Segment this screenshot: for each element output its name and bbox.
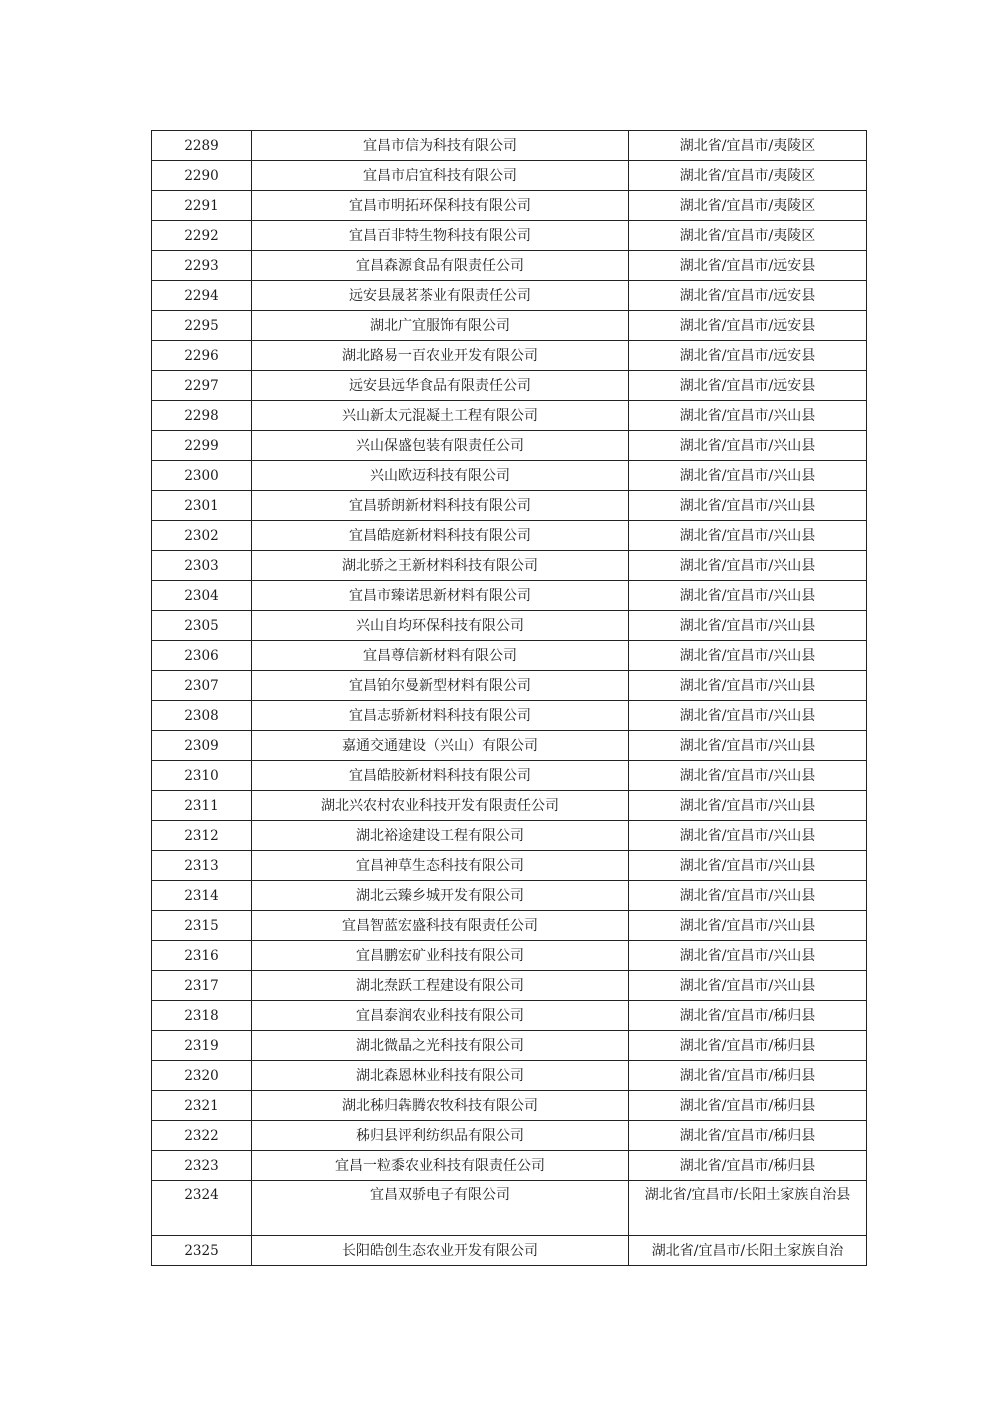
table-row	[152, 851, 867, 881]
company-name: 宜昌泰润农业科技有限公司	[252, 1001, 629, 1031]
row-number: 2317	[152, 971, 252, 1001]
company-name: 湖北骄之王新材料科技有限公司	[252, 551, 629, 581]
company-name: 湖北路易一百农业开发有限公司	[252, 341, 629, 371]
row-number: 2299	[152, 431, 252, 461]
region: 湖北省/宜昌市/秭归县	[629, 1061, 867, 1091]
company-name: 宜昌骄朗新材料科技有限公司	[252, 491, 629, 521]
table-row	[152, 731, 867, 761]
region: 湖北省/宜昌市/兴山县	[629, 911, 867, 941]
region: 湖北省/宜昌市/兴山县	[629, 791, 867, 821]
row-number: 2303	[152, 551, 252, 581]
company-name: 兴山新太元混凝土工程有限公司	[252, 401, 629, 431]
region: 湖北省/宜昌市/兴山县	[629, 551, 867, 581]
table-row	[152, 221, 867, 251]
region: 湖北省/宜昌市/远安县	[629, 371, 867, 401]
table-row	[152, 1236, 867, 1266]
region: 湖北省/宜昌市/兴山县	[629, 971, 867, 1001]
company-name: 宜昌鹏宏矿业科技有限公司	[252, 941, 629, 971]
company-name: 宜昌百非特生物科技有限公司	[252, 221, 629, 251]
row-number: 2301	[152, 491, 252, 521]
company-name: 湖北森恩林业科技有限公司	[252, 1061, 629, 1091]
table-row	[152, 401, 867, 431]
region: 湖北省/宜昌市/兴山县	[629, 401, 867, 431]
row-number: 2297	[152, 371, 252, 401]
row-number: 2325	[152, 1236, 252, 1266]
region: 湖北省/宜昌市/兴山县	[629, 671, 867, 701]
row-number: 2302	[152, 521, 252, 551]
region: 湖北省/宜昌市/兴山县	[629, 821, 867, 851]
table-row	[152, 1061, 867, 1091]
company-name: 嘉通交通建设（兴山）有限公司	[252, 731, 629, 761]
table-row	[152, 491, 867, 521]
company-name: 远安县晟茗茶业有限责任公司	[252, 281, 629, 311]
company-name: 远安县远华食品有限责任公司	[252, 371, 629, 401]
table-row	[152, 761, 867, 791]
table-row	[152, 1121, 867, 1151]
table-body	[152, 131, 867, 1266]
table-row	[152, 791, 867, 821]
row-number: 2300	[152, 461, 252, 491]
company-name: 宜昌铂尔曼新型材料有限公司	[252, 671, 629, 701]
region: 湖北省/宜昌市/秭归县	[629, 1001, 867, 1031]
region: 湖北省/宜昌市/兴山县	[629, 731, 867, 761]
row-number: 2324	[152, 1181, 252, 1236]
row-number: 2304	[152, 581, 252, 611]
table-row	[152, 971, 867, 1001]
company-name: 宜昌一粒黍农业科技有限责任公司	[252, 1151, 629, 1181]
region: 湖北省/宜昌市/兴山县	[629, 761, 867, 791]
region: 湖北省/宜昌市/夷陵区	[629, 131, 867, 161]
table-row	[152, 311, 867, 341]
table-row	[152, 821, 867, 851]
table-row	[152, 191, 867, 221]
table-row	[152, 1031, 867, 1061]
region: 湖北省/宜昌市/夷陵区	[629, 191, 867, 221]
region: 湖北省/宜昌市/兴山县	[629, 521, 867, 551]
row-number: 2306	[152, 641, 252, 671]
company-name: 兴山保盛包装有限责任公司	[252, 431, 629, 461]
region: 湖北省/宜昌市/兴山县	[629, 941, 867, 971]
row-number: 2321	[152, 1091, 252, 1121]
row-number: 2291	[152, 191, 252, 221]
company-name: 湖北微晶之光科技有限公司	[252, 1031, 629, 1061]
company-name: 长阳皓创生态农业开发有限公司	[252, 1236, 629, 1266]
company-name: 宜昌市信为科技有限公司	[252, 131, 629, 161]
row-number: 2312	[152, 821, 252, 851]
row-number: 2289	[152, 131, 252, 161]
region: 湖北省/宜昌市/远安县	[629, 311, 867, 341]
row-number: 2308	[152, 701, 252, 731]
region: 湖北省/宜昌市/秭归县	[629, 1121, 867, 1151]
region: 湖北省/宜昌市/远安县	[629, 341, 867, 371]
region: 湖北省/宜昌市/兴山县	[629, 581, 867, 611]
company-name: 宜昌皓胶新材料科技有限公司	[252, 761, 629, 791]
region: 湖北省/宜昌市/远安县	[629, 281, 867, 311]
row-number: 2298	[152, 401, 252, 431]
row-number: 2319	[152, 1031, 252, 1061]
row-number: 2323	[152, 1151, 252, 1181]
row-number: 2310	[152, 761, 252, 791]
table-row	[152, 161, 867, 191]
region: 湖北省/宜昌市/兴山县	[629, 851, 867, 881]
table-row	[152, 251, 867, 281]
region: 湖北省/宜昌市/兴山县	[629, 701, 867, 731]
company-name: 宜昌志骄新材料科技有限公司	[252, 701, 629, 731]
table-row	[152, 641, 867, 671]
region: 湖北省/宜昌市/长阳土家族自治县	[629, 1181, 867, 1236]
row-number: 2292	[152, 221, 252, 251]
row-number: 2290	[152, 161, 252, 191]
region: 湖北省/宜昌市/兴山县	[629, 641, 867, 671]
table-row	[152, 341, 867, 371]
table-row	[152, 461, 867, 491]
table-row	[152, 431, 867, 461]
region: 湖北省/宜昌市/兴山县	[629, 431, 867, 461]
company-name: 宜昌市臻诺思新材料有限公司	[252, 581, 629, 611]
region: 湖北省/宜昌市/兴山县	[629, 491, 867, 521]
company-name: 湖北秭归犇腾农牧科技有限公司	[252, 1091, 629, 1121]
company-name: 兴山欧迈科技有限公司	[252, 461, 629, 491]
row-number: 2296	[152, 341, 252, 371]
row-number: 2314	[152, 881, 252, 911]
company-name: 宜昌尊信新材料有限公司	[252, 641, 629, 671]
table-row	[152, 671, 867, 701]
region: 湖北省/宜昌市/秭归县	[629, 1031, 867, 1061]
company-name: 兴山自均环保科技有限公司	[252, 611, 629, 641]
row-number: 2294	[152, 281, 252, 311]
table-row	[152, 1091, 867, 1121]
table-row	[152, 701, 867, 731]
region: 湖北省/宜昌市/夷陵区	[629, 161, 867, 191]
table-row	[152, 131, 867, 161]
table-row	[152, 551, 867, 581]
enterprise-table	[151, 130, 867, 1266]
region: 湖北省/宜昌市/兴山县	[629, 611, 867, 641]
company-name: 宜昌双骄电子有限公司	[252, 1181, 629, 1236]
company-name: 宜昌森源食品有限责任公司	[252, 251, 629, 281]
row-number: 2311	[152, 791, 252, 821]
company-name: 湖北兴农村农业科技开发有限责任公司	[252, 791, 629, 821]
row-number: 2318	[152, 1001, 252, 1031]
table-row	[152, 911, 867, 941]
region: 湖北省/宜昌市/长阳土家族自治	[629, 1236, 867, 1266]
region: 湖北省/宜昌市/兴山县	[629, 461, 867, 491]
company-name: 宜昌智蓝宏盛科技有限责任公司	[252, 911, 629, 941]
region: 湖北省/宜昌市/秭归县	[629, 1151, 867, 1181]
row-number: 2322	[152, 1121, 252, 1151]
table-row	[152, 611, 867, 641]
company-name: 湖北广宜服饰有限公司	[252, 311, 629, 341]
row-number: 2320	[152, 1061, 252, 1091]
row-number: 2307	[152, 671, 252, 701]
company-name: 宜昌皓庭新材料科技有限公司	[252, 521, 629, 551]
region: 湖北省/宜昌市/夷陵区	[629, 221, 867, 251]
company-name: 宜昌市启宜科技有限公司	[252, 161, 629, 191]
region: 湖北省/宜昌市/兴山县	[629, 881, 867, 911]
row-number: 2305	[152, 611, 252, 641]
table-row	[152, 1001, 867, 1031]
region: 湖北省/宜昌市/秭归县	[629, 1091, 867, 1121]
table-row	[152, 1151, 867, 1181]
row-number: 2316	[152, 941, 252, 971]
region: 湖北省/宜昌市/远安县	[629, 251, 867, 281]
company-name: 宜昌市明拓环保科技有限公司	[252, 191, 629, 221]
row-number: 2295	[152, 311, 252, 341]
table-row	[152, 521, 867, 551]
table-row	[152, 1181, 867, 1236]
company-name: 秭归县评利纺织品有限公司	[252, 1121, 629, 1151]
row-number: 2293	[152, 251, 252, 281]
row-number: 2309	[152, 731, 252, 761]
table-row	[152, 371, 867, 401]
company-name: 湖北云臻乡城开发有限公司	[252, 881, 629, 911]
company-name: 湖北裕途建设工程有限公司	[252, 821, 629, 851]
table-row	[152, 281, 867, 311]
company-name: 湖北焘跃工程建设有限公司	[252, 971, 629, 1001]
row-number: 2315	[152, 911, 252, 941]
table-row	[152, 941, 867, 971]
company-name: 宜昌神草生态科技有限公司	[252, 851, 629, 881]
table-row	[152, 581, 867, 611]
table-row	[152, 881, 867, 911]
row-number: 2313	[152, 851, 252, 881]
